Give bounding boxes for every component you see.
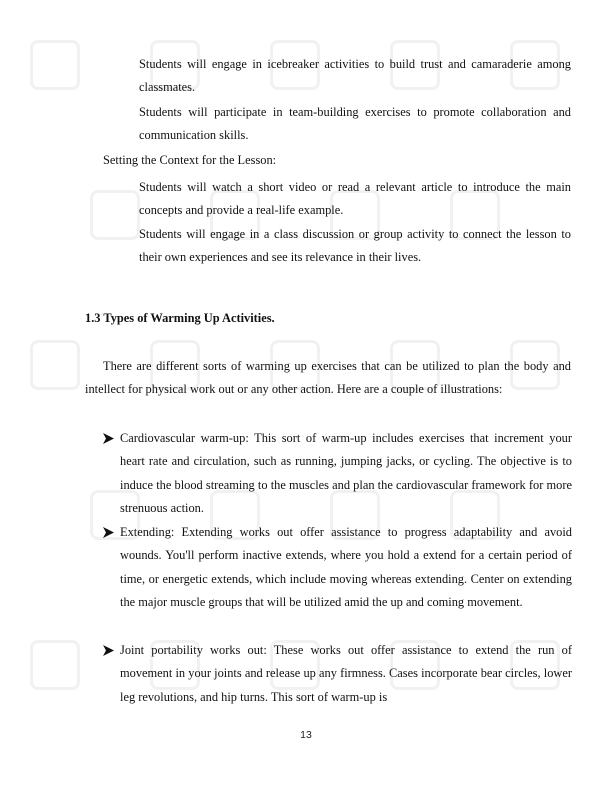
objective-icebreaker: Students will engage in icebreaker activities to build trust and camaraderie among classmates. (139, 57, 571, 95)
objective-team-building: Students will participate in team-building exercises to promote collaboration and communication skills. (139, 105, 571, 143)
setting-item-video: Students will watch a short video or read a relevant article to introduce the main concepts and provide a real-life example. (139, 180, 571, 218)
arrow-bullet-icon (102, 526, 115, 539)
section-heading: 1.3 Types of Warming Up Activities. (85, 311, 275, 325)
setting-item-discussion: Students will engage in a class discussion or group activity to connect the lesson to their own experiences and see its relevance in their lives. (139, 227, 571, 265)
setting-context-heading: Setting the Context for the Lesson: (103, 153, 277, 167)
bullet-text-joint-mobility: Joint portability works out: These works out offer assistance to extend the run of movement in your joints and release up any firmness. Cases incorporate bear circles, lower leg revolutions, and hip turns. This sort of warm-up is (120, 643, 572, 704)
page-number: 13 (300, 729, 312, 741)
bullet-text-stretching: Extending: Extending works out offer assistance to progress adaptability and avoid wounds. You'll perform inactive extends, where you hold a extend for a certain period of time, or energetic extends, which include moving whereas extending. Center on extending the major muscle groups that will be utilized amid the up and coming movement. (120, 525, 572, 609)
arrow-bullet-icon (102, 432, 115, 445)
section-intro-paragraph: There are different sorts of warming up exercises that can be utilized to plan the body and intellect for physical work out or any other action. Here are a couple of illustrations: (85, 359, 571, 397)
arrow-bullet-icon (102, 644, 115, 657)
bullet-text-cardiovascular: Cardiovascular warm-up: This sort of warm-up includes exercises that increment your heart rate and circulation, such as running, jumping jacks, or cycling. The objective is to induce the blood streaming to the muscles and plan the cardiovascular framework for more strenuous action. (120, 431, 572, 515)
